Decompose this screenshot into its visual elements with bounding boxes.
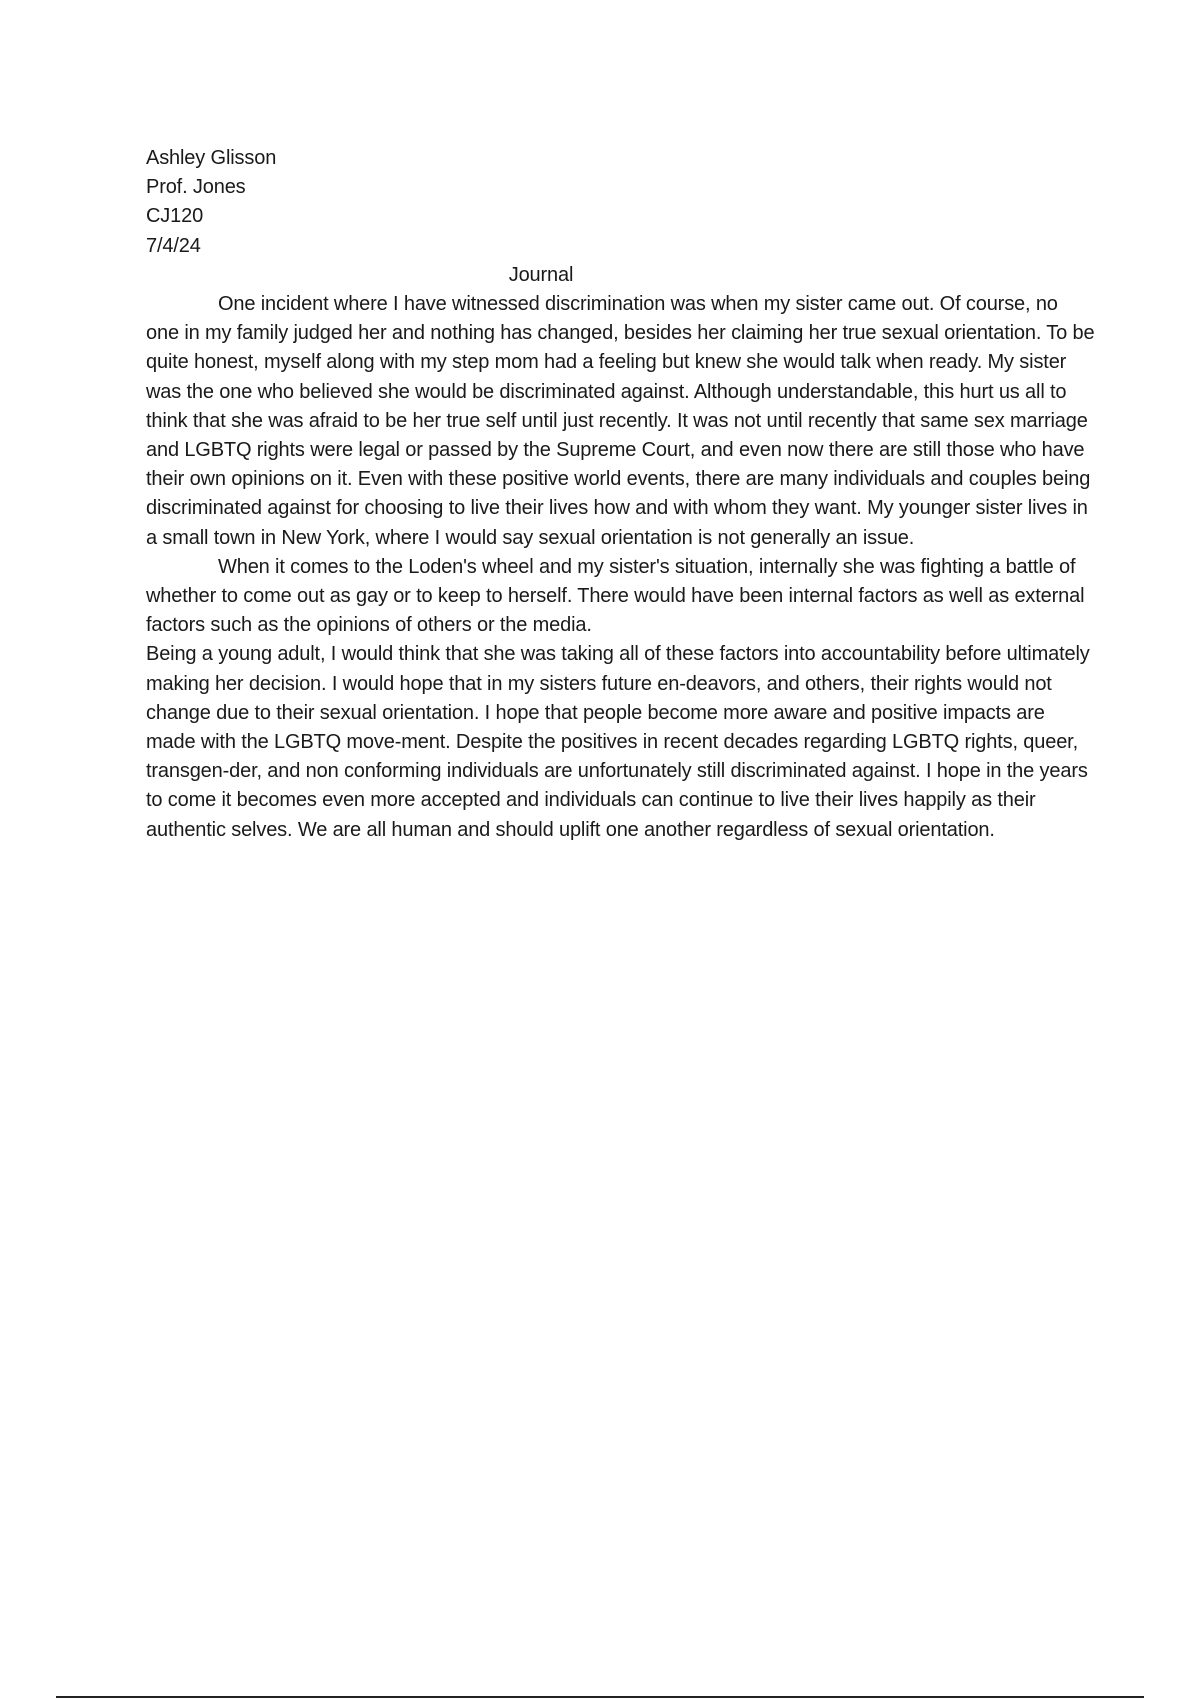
document-body (146, 144, 1096, 845)
paragraph-3: Being a young adult, I would think that she was taking all of these factors into accountability before ultimately making her decision. I would hope that in my sisters future en-deavors, and others, their rights would not change due to their sexual orientation. I hope that people become more aware and positive impacts are made with the LGBTQ move-ment. Despite the positives in recent decades regarding LGBTQ rights, queer, transgen-der, and non conforming individuals are unfortunately still discriminated against. I hope in the years to come it becomes even more accepted and individuals can continue to live their lives happily as their authentic selves. We are all human and should uplift one another regardless of sexual orientation. (146, 643, 1090, 841)
course-code: CJ120 (146, 205, 204, 228)
document-title: Journal (508, 263, 574, 286)
page-bottom-divider (56, 1696, 1144, 1698)
date: 7/4/24 (146, 234, 201, 257)
paragraph-2: When it comes to the Loden's wheel and my sister's situation, internally she was fighting a battle of whether to come out as gay or to keep to herself. There would have been internal factors as well as external factors such as the opinions of others or the media. (146, 555, 1085, 637)
paragraph-1: One incident where I have witnessed discrimination was when my sister came out. Of course, no one in my family judged her and nothing has changed, besides her claiming her true sexual orientation. To be quite honest, myself along with my step mom had a feeling but knew she would talk when ready. My sister was the one who believed she would be discriminated against. Although understandable, this hurt us all to think that she was afraid to be her true self until just recently. It was not until recently that same sex marriage and LGBTQ rights were legal or passed by the Supreme Court, and even now there are still those who have their own opinions on it. Even with these positive world events, there are many individuals and couples being discriminated against for choosing to live their lives how and with whom they want. My younger sister lives in a small town in New York, where I would say sexual orientation is not generally an issue. (146, 293, 1095, 549)
author-name: Ashley Glisson (146, 147, 277, 169)
professor-name: Prof. Jones (146, 176, 246, 199)
